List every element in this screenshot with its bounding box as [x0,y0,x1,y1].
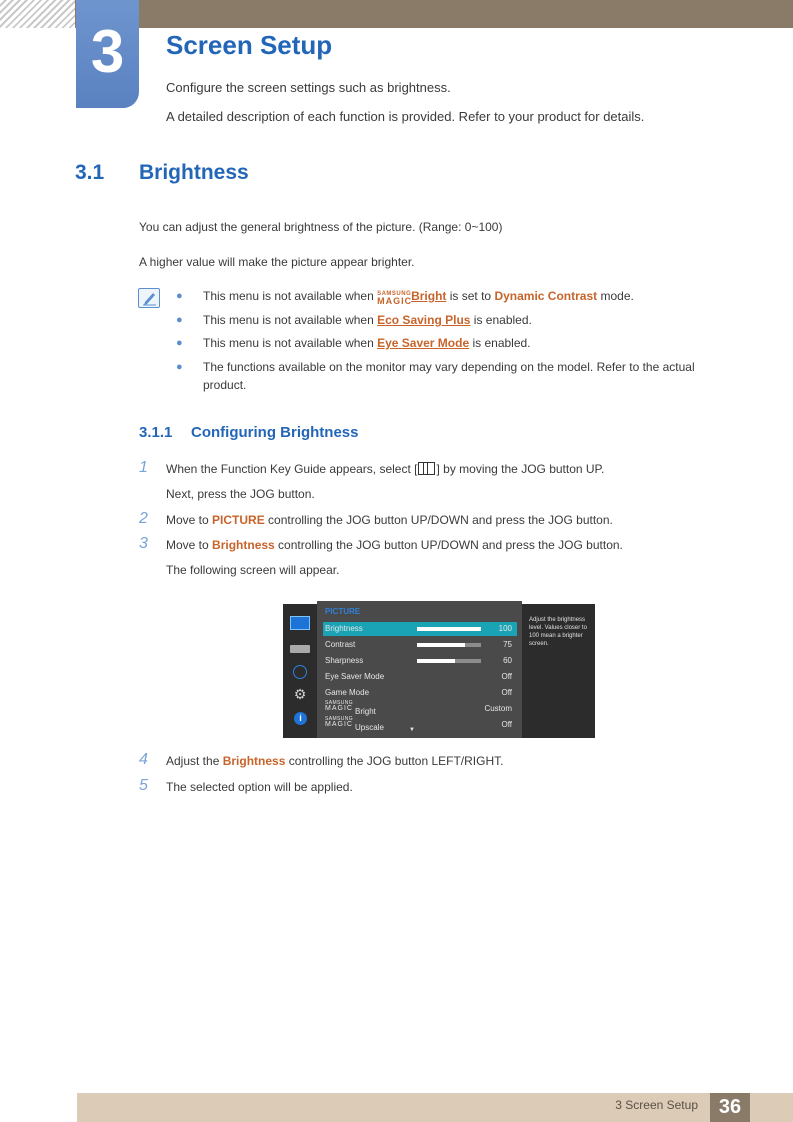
note-4-line-1: The functions available on the monitor may vary depending on the model. Refer to the actual [203,360,695,374]
step-4-text [166,754,503,768]
osd-row-value: Off [501,720,512,729]
chapter-intro-1: Configure the screen settings such as brightness. [166,80,451,95]
osd-level-bar [417,659,481,663]
osd-level-bar [417,643,481,647]
step-2-pre: Move to [166,513,213,527]
info-icon: i [294,712,307,725]
osd-row-label: Eye Saver Mode [325,672,385,681]
osd-level-fill [417,659,455,663]
subsection-number: 3.1.1 [139,424,173,441]
step-2-text [166,513,613,527]
samsung-magic-logo: SAMSUNG MAGIC [325,716,354,728]
step-2-number: 2 [139,510,148,527]
step-3-bold: Brightness [212,538,275,552]
osd-row-brightness[interactable] [323,622,517,636]
osd-help-text: Adjust the brightness level. Values closer to 100 mean a brighter screen. [529,617,587,647]
note-1-pre: This menu is not available when [203,289,378,303]
note-3-pre: This menu is not available when [203,336,378,350]
eye-saver-mode-link[interactable]: Eye Saver Mode [377,336,470,350]
osd-level-fill [417,627,481,631]
osd-row-value: Off [501,688,512,697]
step-5-number: 5 [139,777,148,794]
samsung-magic-logo: SAMSUNG MAGIC [377,291,413,306]
step-3-pre: Move to [166,538,213,552]
page-number: 36 [710,1093,750,1122]
osd-row-value: Off [501,672,512,681]
samsung-magic-logo: SAMSUNG MAGIC [325,700,354,712]
note-1-post: mode. [597,289,634,303]
chapter-intro-2: A detailed description of each function is provided. Refer to your product for details. [166,109,645,124]
subsection-title: Configuring Brightness [191,424,359,441]
note-3 [203,334,723,352]
section-title: Brightness [139,161,249,184]
osd-row-label: Game Mode [325,688,370,697]
osd-row-magic-bright[interactable] [323,702,517,716]
note-2 [203,311,723,329]
section-paragraph-1: You can adjust the general brightness of the picture. (Range: 0~100) [139,220,503,234]
step-1-text [166,462,604,476]
osd-row-eye-saver-mode[interactable] [323,670,517,684]
header-bar [75,0,793,28]
step-1-next: Next, press the JOG button. [166,487,315,501]
step-2-bold: PICTURE [212,513,265,527]
cycle-icon [293,665,307,679]
bullet-icon: ● [176,314,183,326]
note-4-line-2: product. [203,378,247,392]
magic-bright-link[interactable]: Bright [411,289,447,303]
chapter-title: Screen Setup [166,30,333,60]
keyboard-icon [290,645,310,653]
footer-chapter-label: 3 Screen Setup [615,1098,698,1112]
note-pencil-icon [138,288,160,308]
menu-icon [418,462,435,475]
step-3-number: 3 [139,535,148,552]
osd-row-value: 100 [498,624,512,633]
step-3-next: The following screen will appear. [166,563,340,577]
monitor-icon [290,616,310,630]
step-4-bold: Brightness [222,754,286,768]
step-3-text [166,538,623,552]
osd-row-value: 75 [503,640,512,649]
step-1-number: 1 [139,459,148,476]
osd-row-label: Contrast [325,640,356,649]
osd-row-magic-upscale[interactable] [323,718,517,732]
osd-row-value: 60 [503,656,512,665]
bullet-icon: ● [176,337,183,349]
note-2-post: is enabled. [470,313,532,327]
step-3-post: controlling the JOG button UP/DOWN and press the JOG button. [274,538,623,552]
osd-level-fill [417,643,465,647]
step-1-post: ] by moving the JOG button UP. [436,462,605,476]
osd-row-label: Brightness [325,624,363,633]
note-4 [203,358,723,394]
note-1-bold: Dynamic Contrast [494,289,598,303]
step-4-post: controlling the JOG button LEFT/RIGHT. [285,754,504,768]
osd-row-contrast[interactable] [323,638,517,652]
chapter-number: 3 [76,0,139,108]
osd-menu-header: PICTURE [325,607,361,616]
step-4-pre: Adjust the [166,754,223,768]
note-1-mid: is set to [446,289,495,303]
note-1 [203,287,723,305]
osd-row-label: SAMSUNG MAGIC Upscale [325,716,384,732]
step-2-post: controlling the JOG button UP/DOWN and press the JOG button. [264,513,613,527]
header-stripes [0,0,75,28]
gear-icon: ⚙ [293,686,307,702]
osd-row-label: Sharpness [325,656,364,665]
note-2-pre: This menu is not available when [203,313,378,327]
step-1-pre: When the Function Key Guide appears, select [ [166,462,418,476]
note-3-post: is enabled. [469,336,531,350]
bullet-icon: ● [176,361,183,373]
osd-row-value: Custom [484,704,512,713]
section-number: 3.1 [75,161,105,184]
osd-row-game-mode[interactable] [323,686,517,700]
osd-row-sharpness[interactable] [323,654,517,668]
scroll-down-arrow-icon[interactable]: ▼ [409,727,415,733]
step-5-text: The selected option will be applied. [166,780,353,794]
section-paragraph-2: A higher value will make the picture appear brighter. [139,255,415,269]
bullet-icon: ● [176,290,183,302]
eco-saving-plus-link[interactable]: Eco Saving Plus [377,313,471,327]
step-4-number: 4 [139,751,148,768]
osd-row-label: SAMSUNG MAGIC Bright [325,700,376,716]
osd-level-bar [417,627,481,631]
